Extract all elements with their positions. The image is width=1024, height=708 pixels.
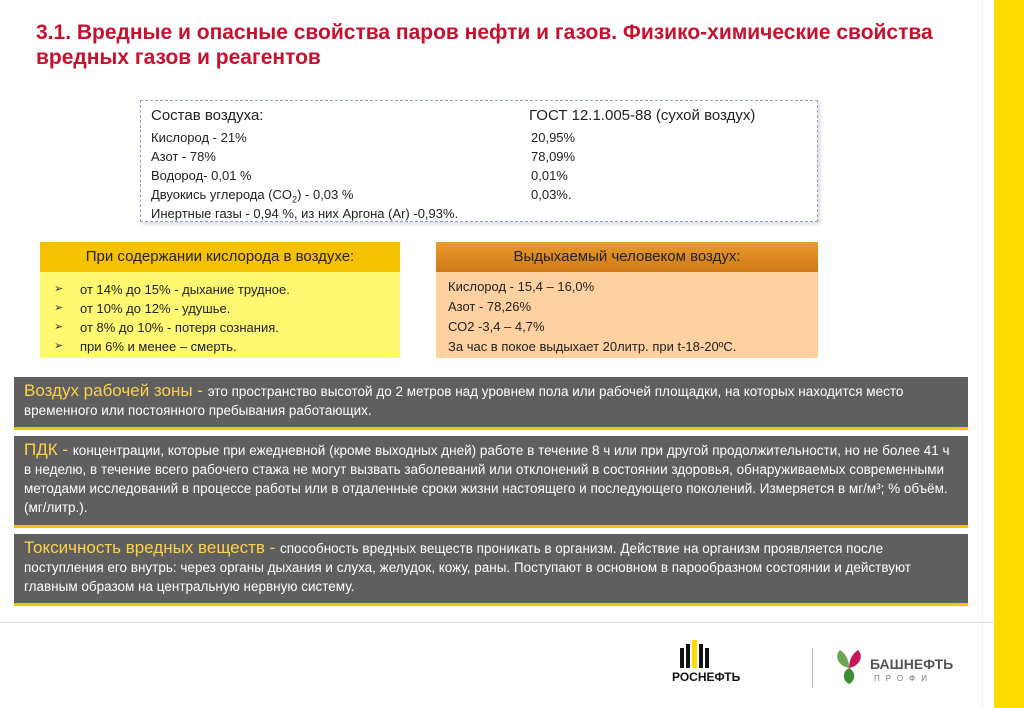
list-item: За час в покое выдыхает 20литр. при t-18-20ºC.	[448, 339, 737, 354]
oxygen-panel-list	[40, 272, 400, 358]
rosneft-logo	[672, 640, 802, 688]
footer-divider	[0, 622, 994, 623]
slide-accent-bar	[994, 0, 1024, 708]
air-row-label: Двуокись углерода $(CO_2) - 0,03$ %	[151, 187, 354, 205]
bashneft-wordmark: БАШНЕФТЬ	[870, 656, 954, 672]
definition-pdk	[14, 436, 968, 528]
list-item: ➢ от 10% до 12% - удушье.	[54, 301, 231, 316]
air-row-hydrogen	[151, 167, 568, 184]
list-item: Кислород - 15,4 – 16,0%	[448, 279, 595, 294]
air-row-label: Инертные газы - 0,94 %, из них Аргона (Ar) -0,93%.	[151, 206, 459, 221]
list-item: ➢ от 14% до 15% - дыхание трудное.	[54, 282, 290, 297]
air-row-inert-gases	[151, 205, 458, 222]
rosneft-wordmark: РОСНЕФТЬ	[672, 670, 741, 684]
definition-text: это пространство высотой до 2 метров над уровнем пола или рабочей площадки, на которых находится место временного или постоянного пребывания работающих.	[24, 384, 904, 418]
definition-work-zone-air	[14, 377, 968, 430]
logo-divider	[812, 648, 813, 688]
air-row-label: Азот - 78%	[151, 149, 216, 164]
air-row-value: 0,01%	[531, 168, 568, 183]
definition-toxicity	[14, 534, 968, 606]
check-arrow-icon: ➢	[54, 283, 64, 295]
list-item: ➢ при 6% и менее – смерть.	[54, 339, 237, 354]
bashneft-subtitle: ПРОФИ	[874, 674, 933, 683]
air-row-value: 20,95%	[531, 130, 576, 145]
air-composition-box	[140, 100, 818, 222]
air-row-label: Кислород - 21%	[151, 130, 247, 145]
air-composition-header: Состав воздуха:	[151, 107, 264, 124]
air-row-value: 0,03%.	[531, 187, 572, 202]
definition-term: ПДК -	[24, 440, 73, 459]
bashneft-logo	[830, 646, 980, 694]
air-composition-header-row	[151, 107, 756, 124]
air-row-label: Водород- 0,01 %	[151, 168, 252, 183]
slide-side-line	[982, 0, 983, 708]
definition-term: Воздух рабочей зоны -	[24, 381, 208, 400]
check-arrow-icon: ➢	[54, 340, 64, 352]
rosneft-emblem-icon	[678, 640, 712, 670]
exhaled-air-header: Выдыхаемый человеком воздух:	[436, 242, 818, 272]
list-item: ➢ от 8% до 10% - потеря сознания.	[54, 320, 279, 335]
exhaled-air-list	[436, 272, 818, 358]
air-row-nitrogen	[151, 148, 576, 165]
air-row-value: 78,09%	[531, 149, 576, 164]
oxygen-panel-header: При содержании кислорода в воздухе:	[40, 242, 400, 272]
gost-header: ГОСТ 12.1.005-88 (сухой воздух)	[529, 107, 756, 124]
definition-term: Токсичность вредных веществ -	[24, 538, 280, 557]
definition-text: концентрации, которые при ежедневной (кроме выходных дней) работе в течение 8 ч или при другой продолжительности, но не более 41 ч в неделю, в течение всего рабочего стажа не могут вызвать заболеваний или отклонений в состоянии здоровья, обнаруживаемых современными методами исследований в процессе работы или в отдаленные сроки жизни настоящего и последующего поколений. Измеряется в мг/м³; % объём. (мг/литр.).	[24, 443, 950, 515]
list-item: Азот - 78,26%	[448, 299, 532, 314]
air-row-oxygen	[151, 129, 576, 146]
slide-title: 3.1. Вредные и опасные свойства паров нефти и газов. Физико-химические свойства вредных газов и реагентов	[36, 21, 933, 69]
list-item: СО2 -3,4 – 4,7%	[448, 319, 545, 334]
check-arrow-icon: ➢	[54, 321, 64, 333]
check-arrow-icon: ➢	[54, 302, 64, 314]
bashneft-flower-icon	[830, 646, 868, 686]
definition-text: способность вредных веществ проникать в организм. Действие на организм проявляется после поступления его внутрь: через органы дыхания и слуха, желудок, кожу, раны. Поступают в основном в парообразном состоянии и действуют главным образом на центральную нервную систему.	[24, 541, 911, 594]
